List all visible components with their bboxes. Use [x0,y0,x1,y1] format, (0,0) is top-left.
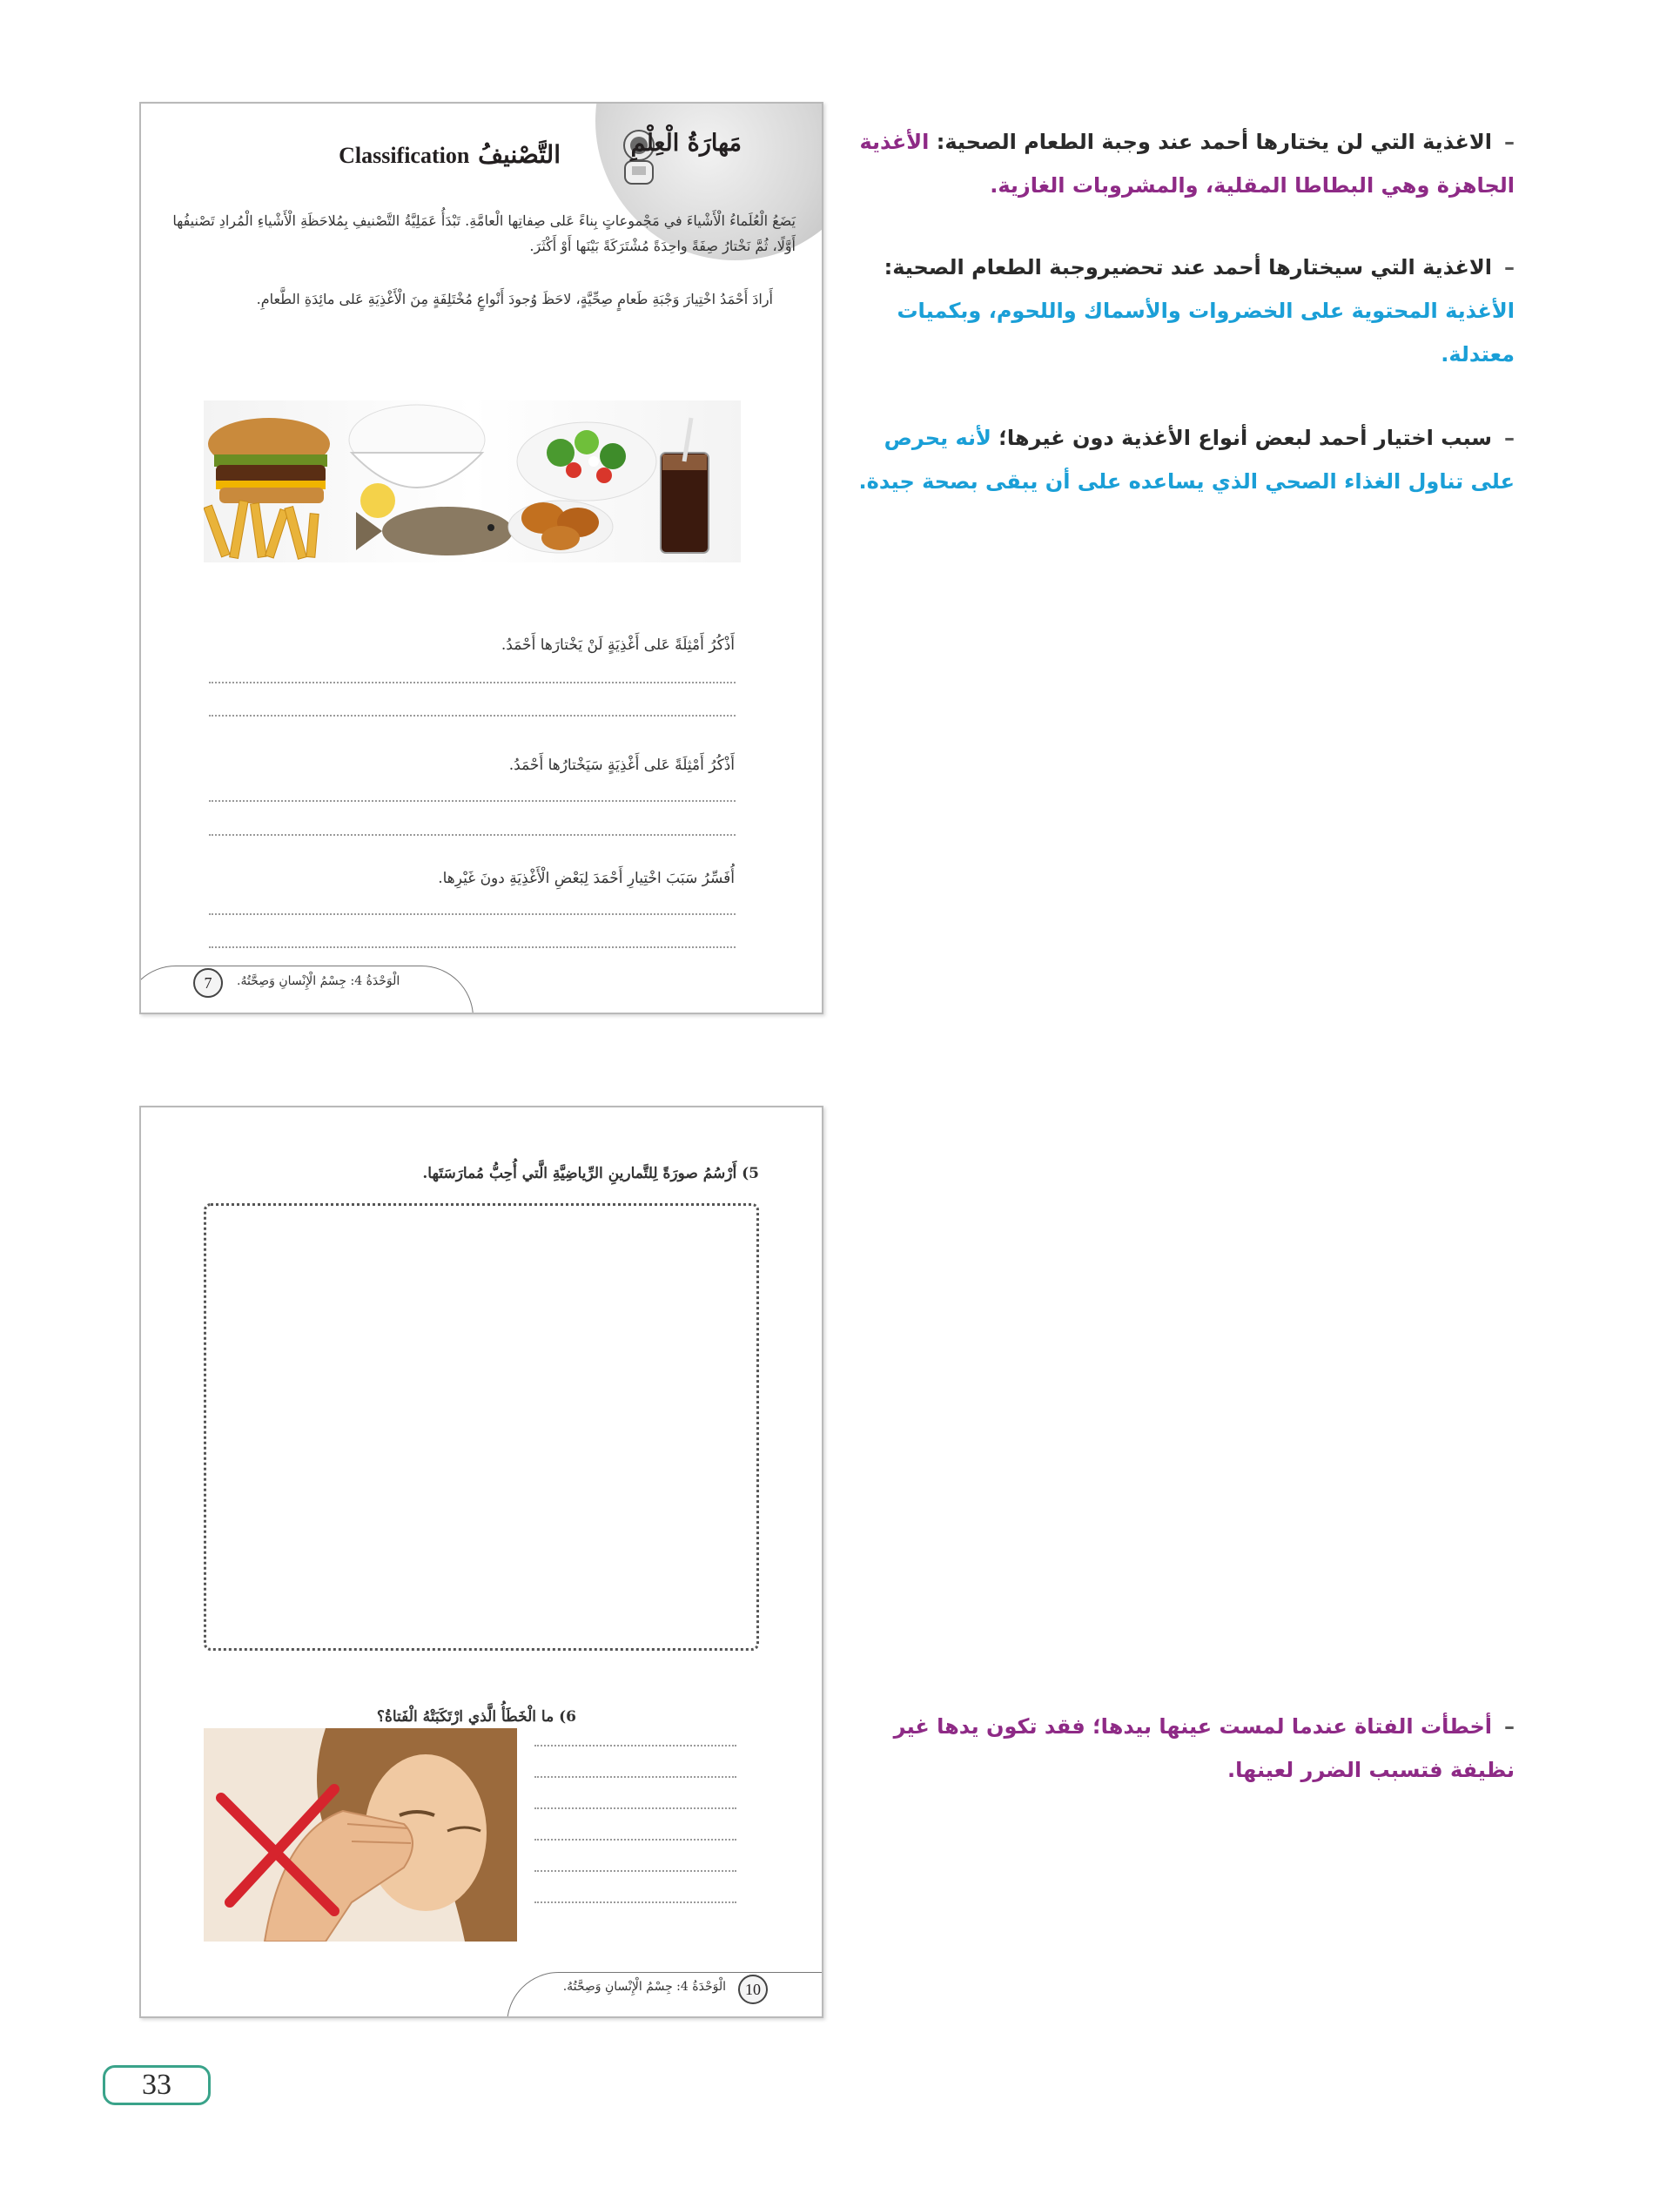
answer-line [534,1901,736,1903]
answer-line [209,800,736,802]
answer-line [534,1839,736,1841]
intro-paragraph: يَضَعُ الْعُلَماءُ الْأَشْياءَ في مَجْموعاتٍ بِناءً عَلى صِفاتِها الْعامَّةِ. تَبْدَأُ عَمَلِيَّةُ التَّصْنيفِ بِمُلاحَظَةِ الْأَشْياءِ الْمُرادِ تَصْنيفُها أَوَّلًا، ثُمَّ نَخْتارُ صِفَةً واحِدَةً مُشْتَرَكَةً بَيْنَها أَوْ أَكْثَرَ. [172,212,796,254]
answer-3-label: سبب اختيار أحمد لبعض أنواع الأغذية دون غيرها؛ [998,426,1492,450]
classification-title-ar: التَّصْنيفُ [478,140,561,169]
answer-3-text: لأنه يحرص على تناول الغذاء الصحي الذي يساعده على أن يبقى بصحة جيدة. [858,426,1515,494]
answer-line [209,682,736,683]
answer-4-text: أخطأت الفتاة عندما لمست عينها بيدها؛ فقد تكون يدها غير نظيفة فتسبب الضرر لعينها. [893,1714,1515,1782]
unit-footer: الْوَحْدَةُ 4: جِسْمُ الْإِنْسانِ وَصِحَّتُهُ. [562,1980,726,1994]
classification-title-en: Classification [339,143,470,168]
question-2: أَذْكُرُ أَمْثِلَةً عَلى أَغْذِيَةٍ سَيَخْتارُها أَحْمَدُ. [508,757,735,774]
footer-border [507,1972,823,2018]
drawing-box[interactable] [204,1203,759,1651]
classification-title [332,140,561,169]
answer-4: –أخطأت الفتاة عندما لمست عينها بيدها؛ فقد تكون يدها غير نظيفة فتسبب الضرر لعينها. [893,1714,1515,1782]
page-number: 7 [193,968,223,998]
worksheet-page-7 [139,102,823,1014]
answer-line [534,1776,736,1778]
unit-footer: الْوَحْدَةُ 4: جِسْمُ الْإِنْسانِ وَصِحَّتُهُ. [237,974,400,988]
answer-1-label: الاغذية التي لن يختارها أحمد عند وجبة الطعام الصحية: [936,130,1492,154]
answer-line [209,834,736,836]
answer-line [209,715,736,717]
scenario-paragraph: أَرادَ أَحْمَدُ اخْتِيارَ وَجْبَةِ طَعامٍ صِحِّيَّةٍ، لاحَظَ وُجودَ أَنْواعٍ مُخْتَلِفَةٍ مِنَ الْأَغْذِيَةِ عَلى مائِدَةِ الطَّعامِ. [256,291,773,307]
worksheet-page-10 [139,1106,823,2018]
question-3: أُفَسِّرُ سَبَبَ اخْتِيارِ أَحْمَدَ لِبَعْضِ الْأَغْذِيَةِ دونَ غَيْرِها. [438,870,735,887]
skill-title: مَهارَةُ الْعِلْمِ [630,130,742,157]
page-number: 10 [738,1975,768,2004]
answer-2-label: الاغذية التي سيختارها أحمد عند تحضيروجبة الطعام الصحية: [884,255,1492,279]
answer-1-text: الأغذية الجاهزة وهي البطاطا المقلية، والمشروبات الغازية. [859,130,1515,198]
answer-1: –الاغذية التي لن يختارها أحمد عند وجبة الطعام الصحية: الأغذية الجاهزة وهي البطاطا المقلية، والمشروبات الغازية. [859,130,1515,198]
food-photo [204,400,741,562]
book-page-number: 33 [103,2065,211,2105]
girl-rubbing-eye-photo [204,1728,517,1942]
answer-line [534,1745,736,1746]
answer-2-text: الأغذية المحتوية على الخضروات والأسماك واللحوم، وبكميات معتدلة. [897,299,1515,367]
question-1: أَذْكُرُ أَمْثِلَةً عَلى أَغْذِيَةٍ لَنْ يَخْتارَها أَحْمَدُ. [501,636,735,654]
answer-line [209,946,736,948]
answer-line [209,913,736,915]
answer-2: –الاغذية التي سيختارها أحمد عند تحضيروجبة الطعام الصحية: الأغذية المحتوية على الخضروات والأسماك واللحوم، وبكميات معتدلة. [884,255,1515,367]
answer-3: –سبب اختيار أحمد لبعض أنواع الأغذية دون غيرها؛ لأنه يحرص على تناول الغذاء الصحي الذي يساعده على أن يبقى بصحة جيدة. [858,426,1515,494]
question-5: 5) أَرْسُمُ صورَةً لِلتَّمارينِ الرِّياضِيَّةِ الَّتي أُحِبُّ مُمارَسَتَها. [422,1165,759,1182]
question-6: 6) ما الْخَطَأُ الَّذي ارْتَكَبَتْهُ الْفَتاةُ؟ [376,1708,576,1726]
answer-line [534,1870,736,1872]
footer-border [139,966,474,1014]
answer-line [534,1807,736,1809]
